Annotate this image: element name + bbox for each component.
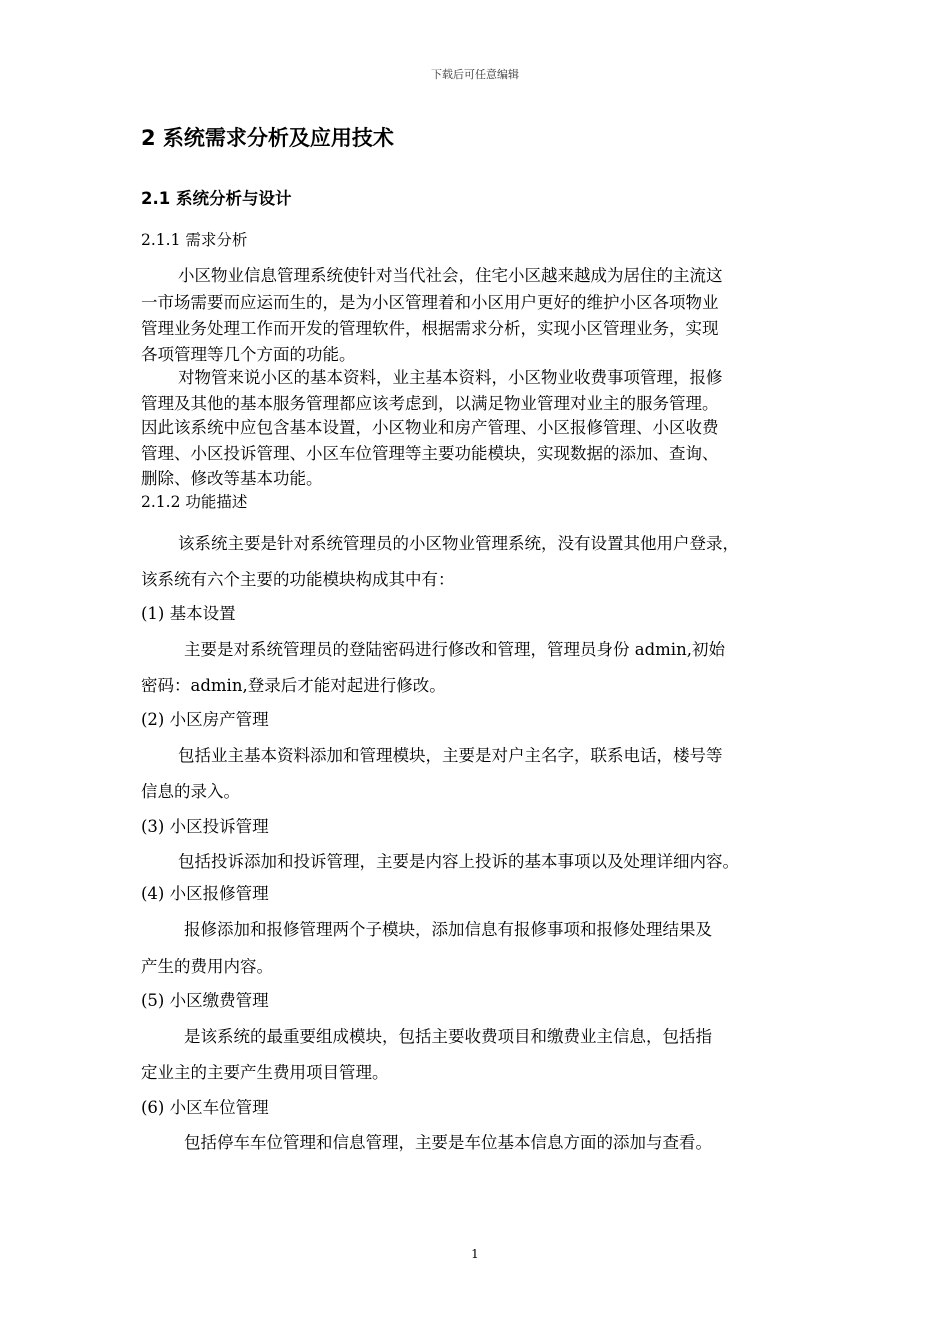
paragraph-line: 该系统主要是针对系统管理员的小区物业管理系统，没有设置其他用户登录，: [178, 534, 739, 553]
module-desc-line: 报修添加和报修管理两个子模块，添加信息有报修事项和报修处理结果及: [184, 920, 712, 939]
module-desc-line: 主要是对系统管理员的登陆密码进行修改和管理，管理员身份 admin,初始: [184, 640, 725, 659]
module-desc-line: 密码：admin,登录后才能对起进行修改。: [141, 676, 446, 695]
section-title: 2.1 系统分析与设计: [141, 189, 292, 208]
page-number: 1: [471, 1247, 479, 1261]
module-desc-line: 包括停车车位管理和信息管理，主要是车位基本信息方面的添加与查看。: [184, 1133, 712, 1152]
paragraph-line: 因此该系统中应包含基本设置，小区物业和房产管理、小区报修管理、小区收费: [141, 418, 719, 437]
module-title: (4) 小区报修管理: [141, 884, 269, 903]
paragraph-line: 删除、修改等基本功能。: [141, 469, 323, 488]
paragraph-line: 管理业务处理工作而开发的管理软件，根据需求分析，实现小区管理业务，实现: [141, 319, 719, 338]
paragraph-line: 该系统有六个主要的功能模块构成其中有：: [141, 570, 455, 589]
subsection-title-requirements: 2.1.1 需求分析: [141, 231, 248, 249]
module-title: (3) 小区投诉管理: [141, 817, 269, 836]
module-title: (2) 小区房产管理: [141, 710, 269, 729]
module-title: (1) 基本设置: [141, 604, 236, 623]
paragraph-line: 管理、小区投诉管理、小区车位管理等主要功能模块，实现数据的添加、查询、: [141, 444, 719, 463]
module-desc-line: 是该系统的最重要组成模块，包括主要收费项目和缴费业主信息，包括指: [184, 1027, 712, 1046]
module-desc-line: 产生的费用内容。: [141, 957, 273, 976]
subsection-title-functions: 2.1.2 功能描述: [141, 493, 248, 511]
module-title: (5) 小区缴费管理: [141, 991, 269, 1010]
module-desc-line: 包括投诉添加和投诉管理，主要是内容上投诉的基本事项以及处理详细内容。: [178, 852, 739, 871]
module-desc-line: 信息的录入。: [141, 782, 240, 801]
module-desc-line: 包括业主基本资料添加和管理模块，主要是对户主名字，联系电话，楼号等: [178, 746, 723, 765]
paragraph-line: 管理及其他的基本服务管理都应该考虑到，以满足物业管理对业主的服务管理。: [141, 394, 719, 413]
paragraph-line: 各项管理等几个方面的功能。: [141, 345, 356, 364]
page-header-note: 下载后可任意编辑: [431, 68, 519, 81]
module-desc-line: 定业主的主要产生费用项目管理。: [141, 1063, 389, 1082]
module-title: (6) 小区车位管理: [141, 1098, 269, 1117]
chapter-title: 2 系统需求分析及应用技术: [141, 126, 394, 150]
paragraph-line: 一市场需要而应运而生的，是为小区管理着和小区用户更好的维护小区各项物业: [141, 293, 719, 312]
paragraph-line: 对物管来说小区的基本资料，业主基本资料，小区物业收费事项管理，报修: [178, 368, 723, 387]
paragraph-line: 小区物业信息管理系统使针对当代社会，住宅小区越来越成为居住的主流这: [178, 266, 723, 285]
